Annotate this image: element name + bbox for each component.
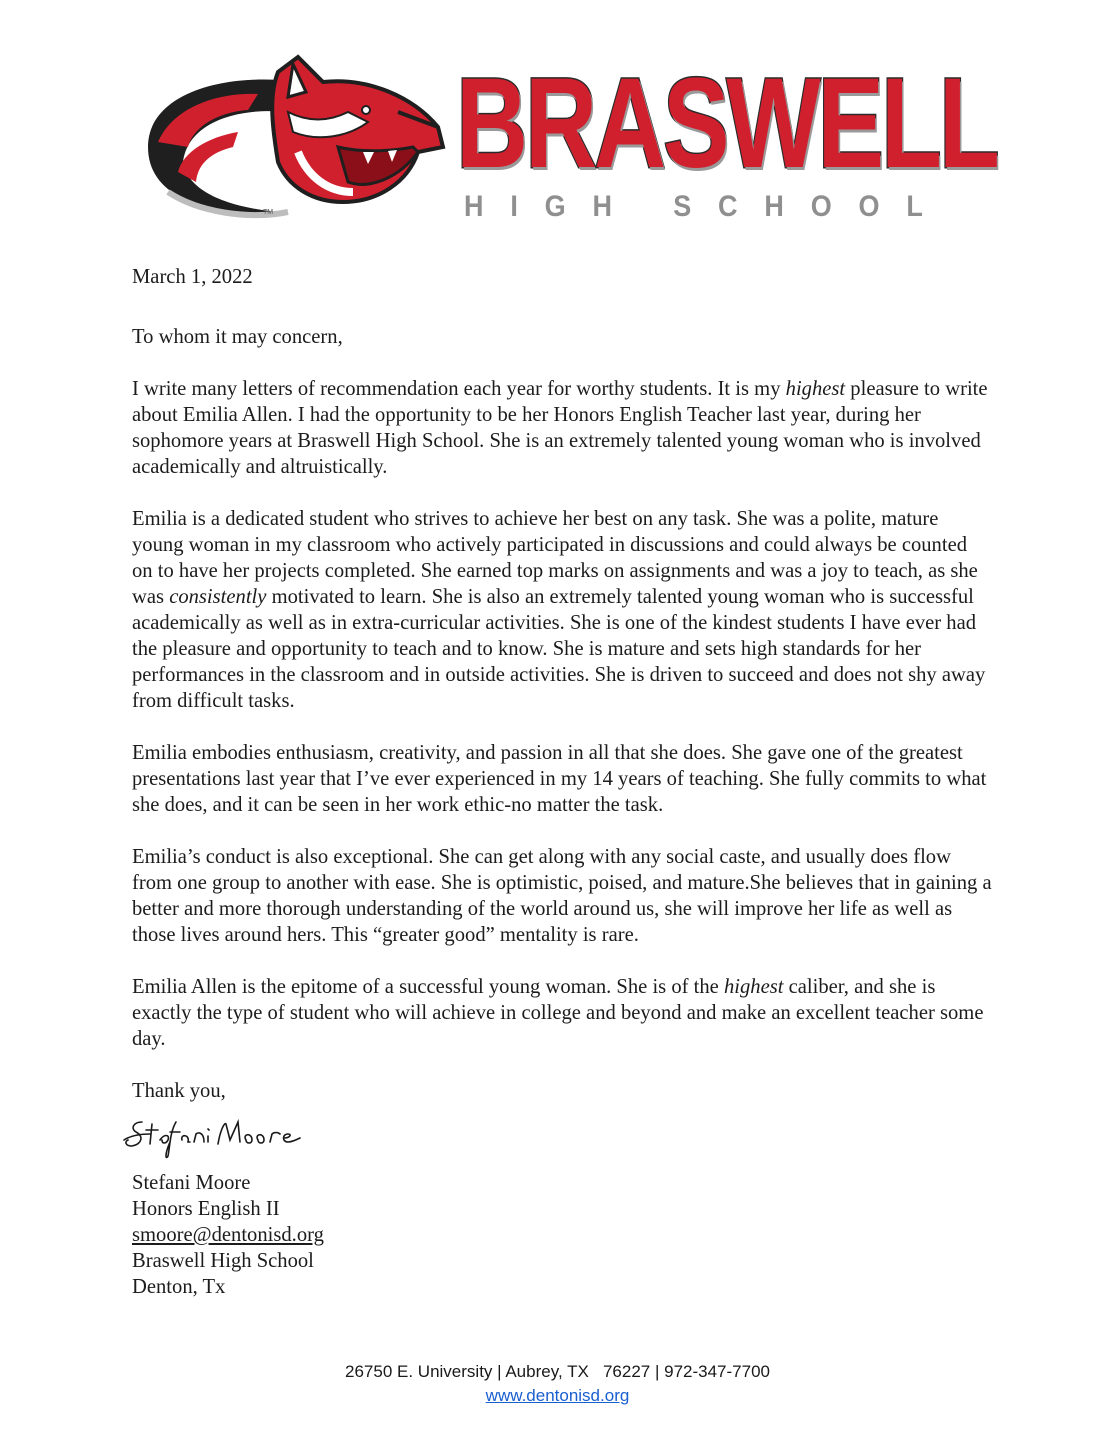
letter-body	[132, 264, 992, 1300]
paragraph-text: I write many letters of recommendation each year for worthy students. It is my	[132, 378, 786, 400]
paragraph-5	[132, 974, 992, 1052]
trademark-symbol: TM	[263, 209, 274, 216]
paragraph-text: Emilia is a dedicated student who strives to achieve her best on any task. She was a polite, mature young woman in my classroom who actively participated in discussions and could always be counted on to have her projects completed. She earned top marks on assignments and was a joy to teach, as she was	[132, 508, 978, 608]
subtitle-letter: H	[464, 190, 484, 223]
letter-footer	[0, 1360, 1115, 1408]
subtitle-spacer	[639, 190, 647, 224]
school-subtitle	[464, 190, 923, 224]
subtitle-letter: G	[544, 190, 566, 223]
paragraph-4: Emilia’s conduct is also exceptional. She can get along with any social caste, and usually does flow from one group to another with ease. She is optimistic, poised, and mature.She believes that in gaining a better and more thorough understanding of the world around us, she will improve her life as well as those lives around hers. This “greater good” mentality is rare.	[132, 846, 992, 946]
signer-title: Honors English II	[132, 1198, 280, 1220]
subtitle-letter: H	[592, 190, 613, 223]
signer-school: Braswell High School	[132, 1250, 314, 1272]
emphasis-text: consistently	[169, 586, 267, 608]
signer-email-link[interactable]: smoore@dentonisd.org	[132, 1224, 324, 1246]
paragraph-text: motivated to learn. She is also an extremely talented young woman who is successful academically as well as in extra-curricular activities. She is one of the kindest students I have ever had the pleasure and opportunity to teach and to know. She is mature and sets high standards for her performances in the classroom and in outside activities. She is driven to succeed and does not shy away from difficult tasks.	[132, 586, 986, 712]
letterhead	[138, 52, 997, 224]
tiger-mascot-logo	[138, 52, 458, 222]
paragraph-text: Emilia Allen is the epitome of a successful young woman. She is of the	[132, 976, 724, 998]
signer-location: Denton, Tx	[132, 1276, 226, 1298]
school-name-wordmark: BRASWELL	[456, 52, 997, 195]
subtitle-letter: S	[673, 190, 692, 223]
emphasis-text: highest	[785, 378, 846, 400]
letter-date: March 1, 2022	[132, 266, 253, 288]
signature-block	[132, 1170, 992, 1300]
handwritten-signature	[120, 1112, 320, 1160]
subtitle-letter: C	[718, 190, 738, 223]
subtitle-letter: H	[764, 190, 784, 223]
paragraph-text: pleasure to write about Emilia Allen. I had the opportunity to be her Honors English Teacher last year, during her sophomore years at Braswell High School. She is an extremely talented young woman who is involved academically and altruistically.	[132, 378, 988, 478]
tiger-icon	[138, 52, 458, 222]
paragraph-2	[132, 506, 992, 714]
signature-icon	[120, 1112, 320, 1160]
subtitle-letter: O	[810, 190, 832, 223]
emphasis-text: highest	[723, 976, 784, 998]
paragraph-text: caliber, and she is exactly the type of student who will achieve in college and beyond and make an excellent teacher some day.	[132, 976, 984, 1050]
salutation: To whom it may concern,	[132, 326, 343, 348]
subtitle-letter: O	[858, 190, 880, 223]
paragraph-3: Emilia embodies enthusiasm, creativity, and passion in all that she does. She gave one of the greatest presentations last year that I’ve ever experienced in my 14 years of teaching. She fully commits to what she does, and it can be seen in her work ethic-no matter the task.	[132, 742, 987, 816]
website-link[interactable]: www.dentonisd.org	[485, 1386, 630, 1405]
signer-name: Stefani Moore	[132, 1172, 251, 1194]
paragraph-1	[132, 376, 992, 480]
footer-address: 26750 E. University | Aubrey, TX 76227 | 972-347-7700	[345, 1362, 770, 1381]
subtitle-letter: L	[906, 190, 923, 223]
closing: Thank you,	[132, 1080, 226, 1102]
subtitle-letter: I	[510, 190, 518, 223]
